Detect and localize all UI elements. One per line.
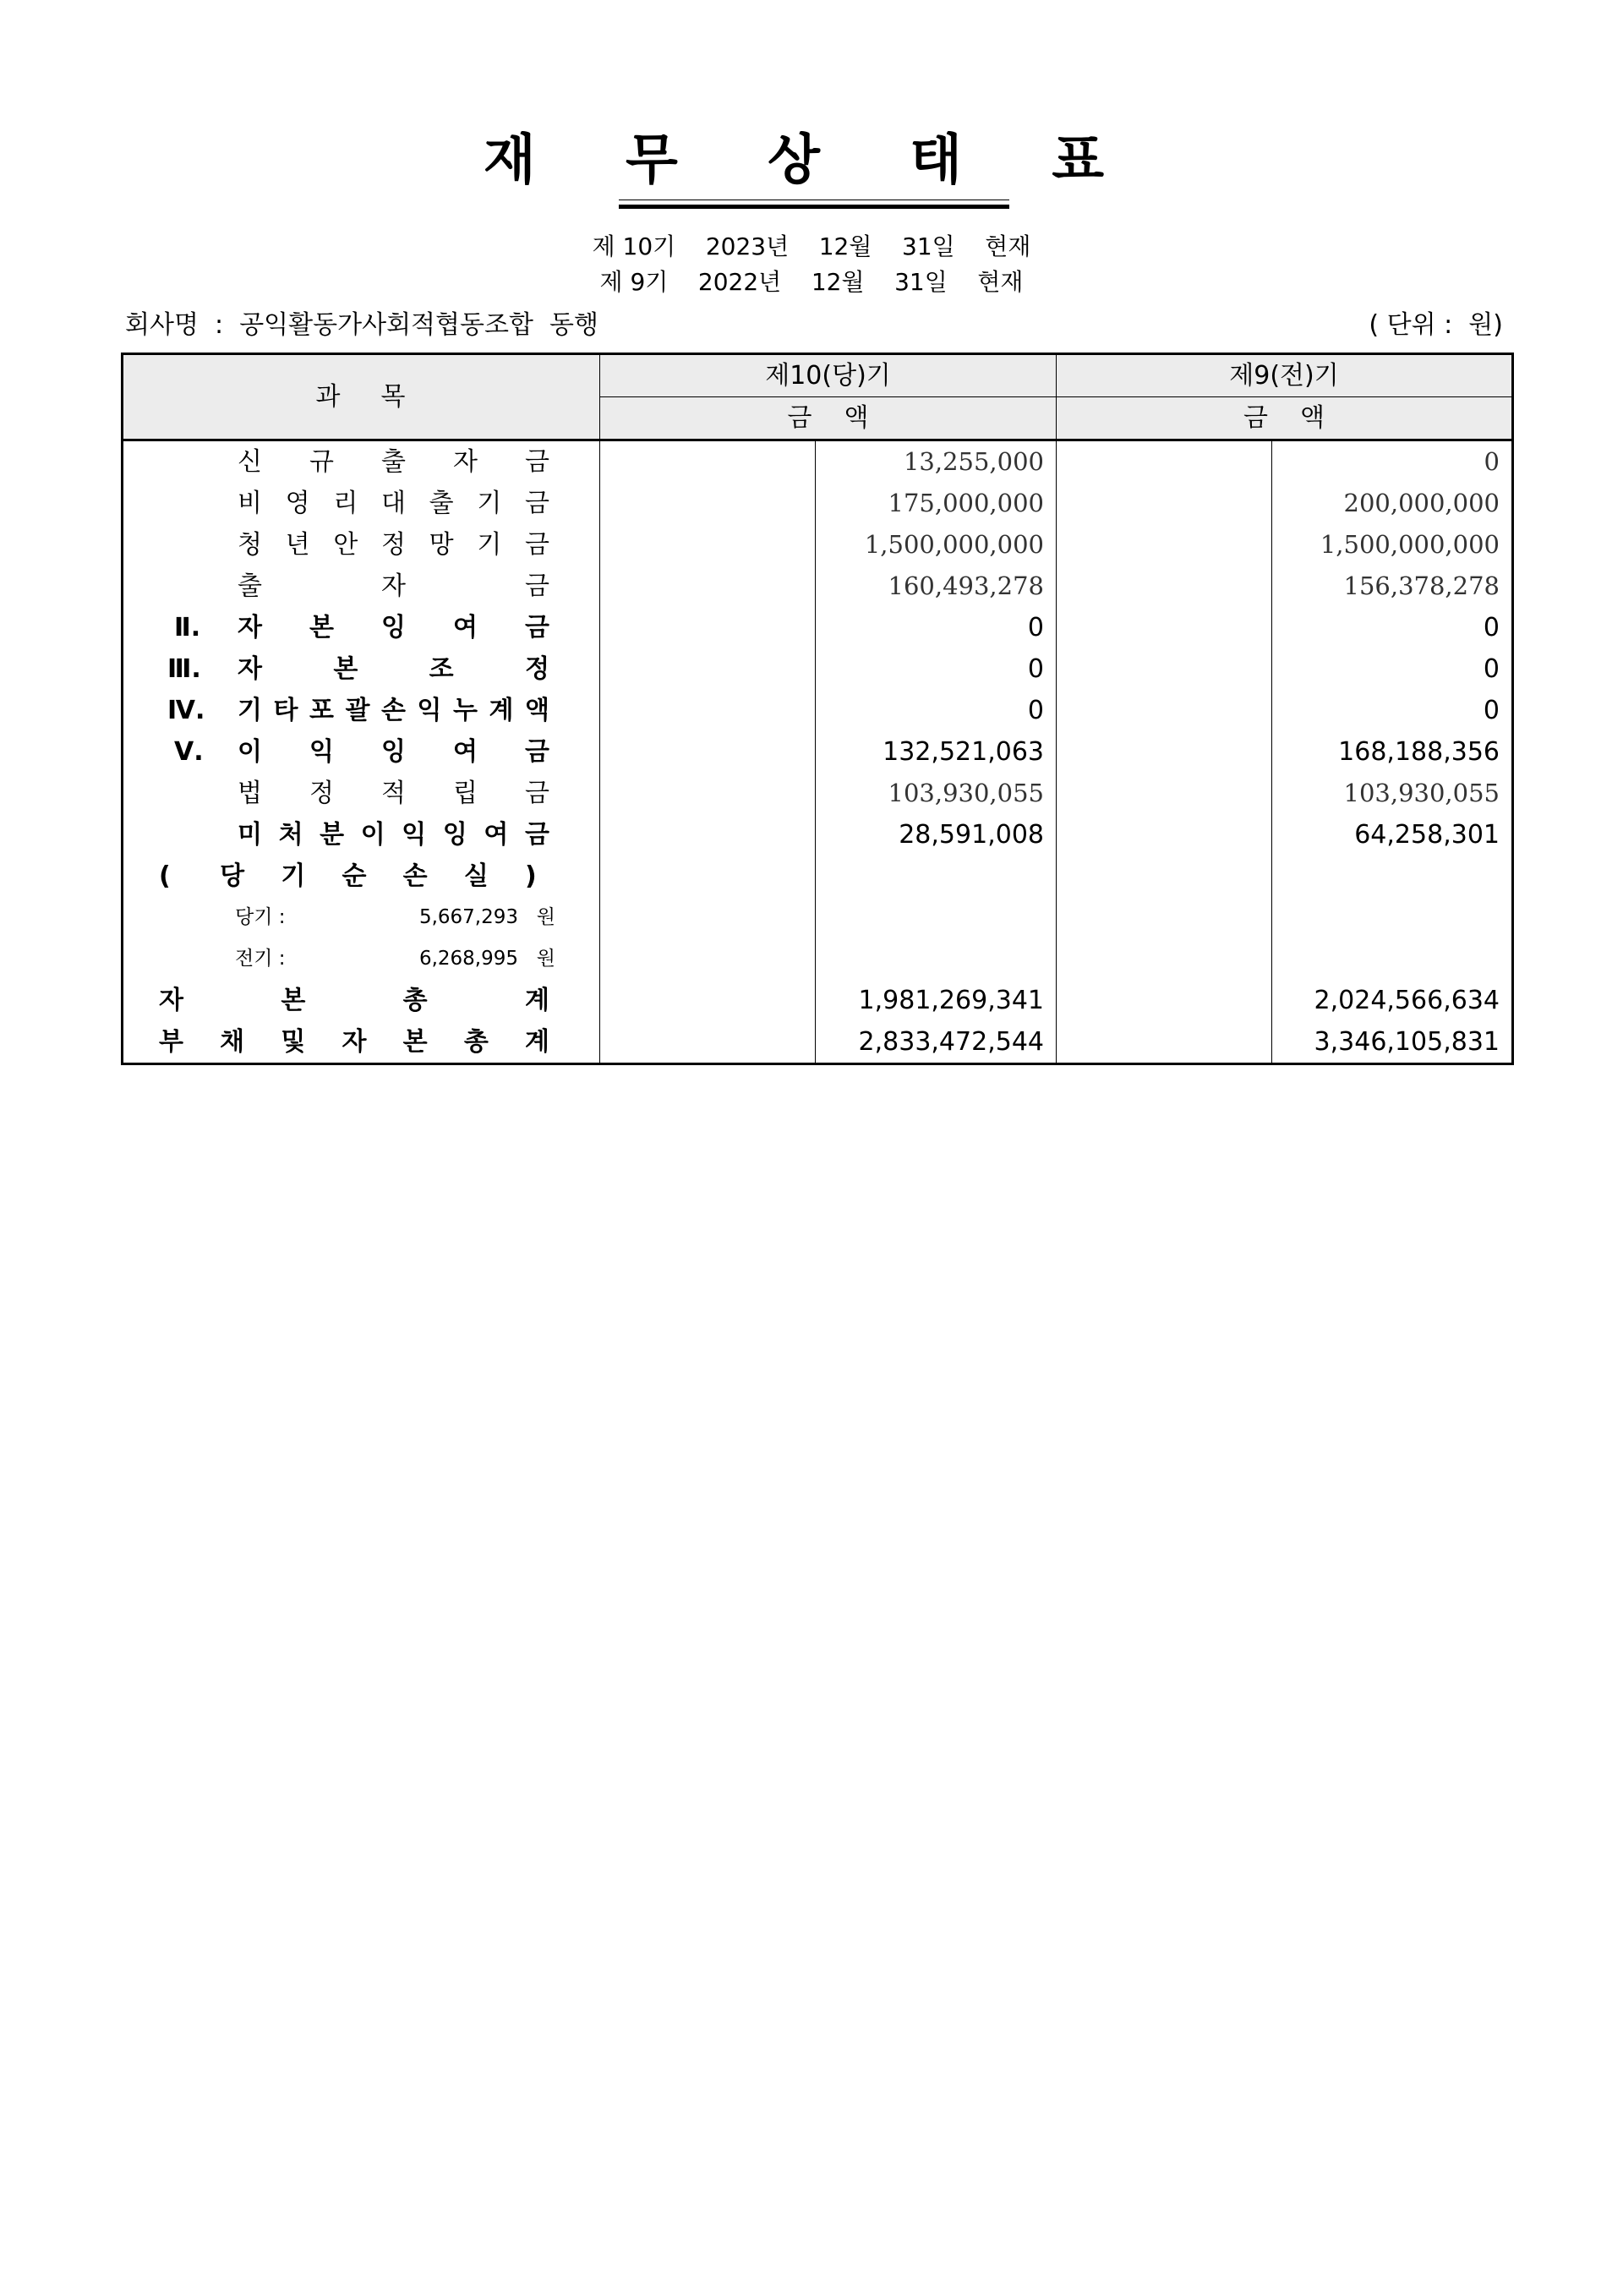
label-char: 타 [273, 696, 298, 725]
label-char: 적 [381, 779, 406, 808]
label-char: 부 [159, 1027, 183, 1057]
row-label [123, 648, 599, 690]
label-char: 잉 [442, 820, 467, 850]
label-char: 실 [463, 861, 489, 891]
row-label [123, 856, 599, 897]
row-label [123, 897, 599, 938]
label-char: 금 [525, 737, 549, 767]
label-char: 비 [238, 489, 262, 518]
prior-spacer-cell [1057, 690, 1272, 731]
prior-amount: 0 [1483, 696, 1500, 725]
sub-unit: 원 [536, 906, 555, 928]
label-char: ) [525, 861, 537, 891]
table-row [123, 814, 1513, 856]
label-char: 기 [477, 530, 502, 560]
prior-spacer-cell [1057, 731, 1272, 773]
title-underline-thick [619, 205, 1009, 209]
label-char: 자 [238, 613, 262, 642]
prior-spacer-cell [1057, 938, 1272, 980]
label-char: 조 [429, 654, 454, 684]
label-char: 규 [309, 447, 334, 477]
prior-amount: 1,500,000,000 [1320, 530, 1500, 559]
label-char: 본 [402, 1027, 428, 1057]
prior-spacer-cell [1057, 566, 1272, 607]
row-label [123, 773, 599, 814]
table-row [123, 566, 1513, 607]
label-char: 잉 [381, 737, 406, 767]
sub-unit: 원 [536, 948, 555, 970]
table-row [123, 856, 1513, 897]
sub-value: 5,667,293 [418, 906, 518, 928]
row-label [123, 938, 599, 980]
row-label [123, 731, 599, 773]
label-char: 금 [525, 447, 549, 477]
row-label [123, 441, 599, 483]
prior-amount: 3,346,105,831 [1314, 1027, 1500, 1057]
label-char: 안 [333, 530, 358, 560]
prior-amount: 0 [1483, 654, 1500, 684]
period-current: 제 10기 2023년 12월 31일 현재 [592, 232, 1031, 260]
unit-label: ( 단위 : 원) [1369, 310, 1503, 340]
current-amount: 0 [816, 648, 1057, 690]
table-row [123, 524, 1513, 566]
label-char: 출 [381, 447, 406, 477]
prior-amount: 103,930,055 [1343, 779, 1500, 807]
row-label [123, 690, 599, 731]
current-spacer-cell [600, 483, 816, 524]
row-label [123, 607, 599, 648]
label-char: 출 [238, 571, 262, 601]
header-current-period: 제10(당)기 [600, 354, 1057, 397]
label-char: 금 [525, 489, 549, 518]
header-row-periods [123, 354, 1513, 397]
prior-amount [1272, 938, 1513, 980]
label-char: 여 [453, 613, 478, 642]
document-title: 재 무 상 태 표 [483, 129, 1140, 192]
label-char: 립 [453, 779, 478, 808]
label-char: 금 [525, 530, 549, 560]
table-row [123, 731, 1513, 773]
current-amount: 160,493,278 [816, 566, 1057, 607]
current-amount: 132,521,063 [816, 731, 1057, 773]
company-name: 회사명 : 공익활동가사회적협동조합 동행 [125, 310, 598, 340]
table-row [123, 897, 1513, 938]
current-spacer-cell [600, 773, 816, 814]
prior-spacer-cell [1057, 607, 1272, 648]
current-amount [816, 856, 1057, 897]
table-row [123, 938, 1513, 980]
row-label-cell [123, 938, 600, 980]
label-char: 년 [285, 530, 310, 560]
header-current-amount: 금 액 [600, 397, 1057, 440]
table-row [123, 980, 1513, 1021]
label-char: 순 [342, 861, 367, 891]
label-char: 기 [238, 696, 262, 725]
prior-spacer-cell [1057, 980, 1272, 1021]
current-spacer-cell [600, 897, 816, 938]
label-char: 신 [238, 447, 262, 477]
row-label [123, 1021, 599, 1063]
label-char: 당 [220, 861, 245, 891]
current-spacer-cell [600, 690, 816, 731]
current-spacer-cell [600, 856, 816, 897]
row-label-cell [123, 980, 600, 1021]
label-char: 본 [281, 986, 306, 1015]
prior-spacer-cell [1057, 483, 1272, 524]
row-label-cell [123, 648, 600, 690]
table-row [123, 773, 1513, 814]
label-char: 괄 [345, 696, 370, 725]
label-char: 누 [453, 696, 478, 725]
current-amount: 13,255,000 [816, 440, 1057, 484]
current-amount: 103,930,055 [816, 773, 1057, 814]
prior-amount: 2,024,566,634 [1314, 986, 1500, 1015]
row-label-cell [123, 773, 600, 814]
prior-amount: 0 [1484, 447, 1500, 476]
row-label [123, 524, 599, 566]
current-spacer-cell [600, 980, 816, 1021]
label-char: 영 [285, 489, 310, 518]
prior-amount: 156,378,278 [1343, 571, 1500, 600]
current-amount [816, 938, 1057, 980]
row-label-cell [123, 897, 600, 938]
row-label-cell [123, 814, 600, 856]
label-char: 정 [381, 530, 406, 560]
current-amount: 175,000,000 [816, 483, 1057, 524]
label-char: 대 [381, 489, 406, 518]
label-char: 익 [417, 696, 442, 725]
row-label-cell [123, 566, 600, 607]
label-char: 자 [381, 571, 406, 601]
row-label-cell [123, 440, 600, 484]
prior-spacer-cell [1057, 814, 1272, 856]
prior-amount: 64,258,301 [1354, 820, 1500, 850]
table-row [123, 440, 1513, 484]
sub-label: 당기 : [235, 906, 286, 928]
label-char: 본 [333, 654, 358, 684]
current-spacer-cell [600, 731, 816, 773]
row-label [123, 566, 599, 607]
row-label-cell [123, 483, 600, 524]
current-amount: 2,833,472,544 [816, 1021, 1057, 1064]
table-row [123, 690, 1513, 731]
current-amount: 0 [816, 690, 1057, 731]
row-label [123, 814, 599, 856]
label-char: 액 [525, 696, 549, 725]
current-amount: 1,981,269,341 [816, 980, 1057, 1021]
row-label [123, 980, 599, 1021]
label-char: 기 [477, 489, 502, 518]
label-char: 자 [342, 1027, 367, 1057]
label-char: 미 [238, 820, 262, 850]
prior-amount [1272, 897, 1513, 938]
label-char: 금 [525, 613, 549, 642]
label-char: 이 [238, 737, 262, 767]
current-spacer-cell [600, 1021, 816, 1064]
table-row [123, 483, 1513, 524]
current-spacer-cell [600, 607, 816, 648]
current-spacer-cell [600, 566, 816, 607]
label-char: 익 [309, 737, 334, 767]
label-char: 정 [525, 654, 549, 684]
label-char: 손 [381, 696, 406, 725]
prior-amount: 0 [1483, 613, 1500, 642]
label-char: 손 [402, 861, 428, 891]
balance-sheet-table [121, 353, 1514, 1065]
row-label-cell [123, 607, 600, 648]
current-amount [816, 897, 1057, 938]
row-label-cell [123, 524, 600, 566]
row-label [123, 483, 599, 524]
prior-spacer-cell [1057, 440, 1272, 484]
table-row [123, 607, 1513, 648]
label-char: 계 [489, 696, 514, 725]
sub-label: 전기 : [235, 948, 286, 970]
prior-spacer-cell [1057, 897, 1272, 938]
label-char: 리 [333, 489, 358, 518]
prior-amount [1272, 856, 1513, 897]
current-amount: 0 [816, 607, 1057, 648]
prior-spacer-cell [1057, 524, 1272, 566]
row-label-cell [123, 1021, 600, 1064]
label-char: 총 [402, 986, 428, 1015]
label-char: 잉 [381, 613, 406, 642]
label-char: 분 [320, 820, 345, 850]
label-char: 여 [453, 737, 478, 767]
prior-amount: 200,000,000 [1343, 489, 1500, 517]
label-char: 자 [238, 654, 262, 684]
label-char: 출 [429, 489, 454, 518]
label-char: 포 [309, 696, 334, 725]
prior-spacer-cell [1057, 648, 1272, 690]
label-char: 자 [453, 447, 478, 477]
roman-numeral: Ⅳ. [167, 696, 205, 725]
prior-spacer-cell [1057, 1021, 1272, 1064]
roman-numeral: Ⅲ. [167, 654, 201, 684]
label-char: 법 [238, 779, 262, 808]
label-char: 계 [525, 1027, 549, 1057]
label-char: 계 [525, 986, 549, 1015]
header-prior-amount: 금 액 [1057, 397, 1513, 440]
current-spacer-cell [600, 648, 816, 690]
current-spacer-cell [600, 814, 816, 856]
label-char: 본 [309, 613, 334, 642]
label-char: 금 [525, 571, 549, 601]
current-amount: 1,500,000,000 [816, 524, 1057, 566]
current-amount: 28,591,008 [816, 814, 1057, 856]
label-char: 청 [238, 530, 262, 560]
label-char: 망 [429, 530, 454, 560]
label-char: 자 [159, 986, 183, 1015]
label-char: 총 [463, 1027, 489, 1057]
label-char: 금 [525, 820, 549, 850]
current-spacer-cell [600, 938, 816, 980]
label-char: 기 [281, 861, 306, 891]
header-prior-period: 제9(전)기 [1057, 354, 1513, 397]
period-prior: 제 9기 2022년 12월 31일 현재 [599, 268, 1024, 296]
prior-spacer-cell [1057, 773, 1272, 814]
roman-numeral: Ⅱ. [174, 613, 201, 642]
sub-value: 6,268,995 [418, 948, 518, 970]
label-char: 금 [525, 779, 549, 808]
label-char: 처 [278, 820, 303, 850]
table-row [123, 648, 1513, 690]
header-subject: 과 목 [123, 354, 600, 440]
label-char: 정 [309, 779, 334, 808]
table-row [123, 1021, 1513, 1064]
current-spacer-cell [600, 440, 816, 484]
row-label-cell [123, 856, 600, 897]
current-spacer-cell [600, 524, 816, 566]
row-label-cell [123, 731, 600, 773]
label-char: ( [159, 861, 171, 891]
label-char: 익 [402, 820, 427, 850]
label-char: 이 [360, 820, 385, 850]
prior-amount: 168,188,356 [1338, 737, 1500, 767]
roman-numeral: Ⅴ. [174, 737, 204, 767]
label-char: 여 [484, 820, 509, 850]
label-char: 및 [281, 1027, 306, 1057]
prior-spacer-cell [1057, 856, 1272, 897]
row-label-cell [123, 690, 600, 731]
label-char: 채 [220, 1027, 245, 1057]
